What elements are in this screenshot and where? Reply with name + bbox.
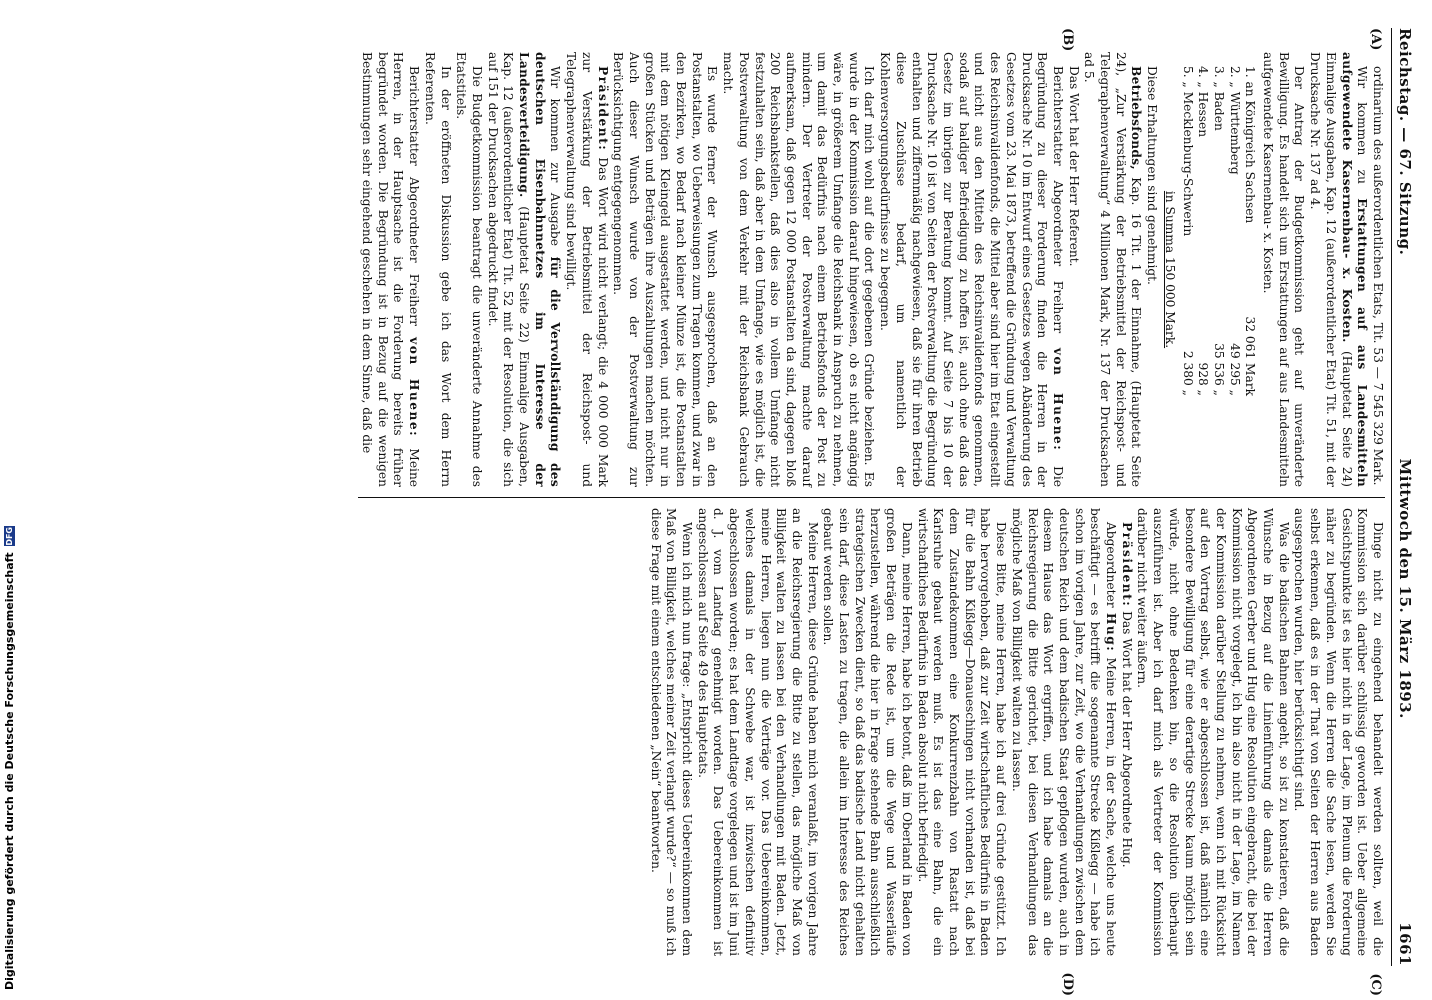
digitization-credit <box>0 0 18 1000</box>
text-columns <box>358 28 1385 996</box>
dfg-logo-icon: DFG <box>4 527 14 546</box>
paragraph: Was die badischen Bahnen angeht, so ist zu konstatieren, daß die Wünsche in Bezug auf die Linienführung die damals die Herren Abgeordneten Gerber und Hug eine Resolution eingebracht, die bei der Kommission nicht vorgelegt, ich bin also nicht in der Lage, im Namen der Kommission darüber Stellung zu nehmen, wenn ich mit Rücksicht auf den Vortrag selbst, wie er abgeschlossen ist, daß nämlich eine besondere Bewilligung für eine derartige Strecke kaum möglich sein würde, nicht ohne Bedenken bin, so die Resolution überhaupt auszuführen ist. Aber ich darf mich als Vertreter der Kommission darüber nicht weiter äußern. <box>1135 508 1291 956</box>
paragraph: Wir kommen zur Ausgabe für die Vervollständigung des deutschen Eisenbahnnetzes im Interesse der Landesverteidigung. (Hauptetat Seite 22) Einmalige Ausgaben, Kap. 12 (außerordentlicher Etat) Tit. 52 mit der Resolution, die sich auf 151 der Drucksachen abgedruckt findet. <box>485 52 563 488</box>
paragraph: ordinarium des außerordentlichen Etats, Tit. 53 — 7 545 329 Mark. <box>1371 66 1385 486</box>
paragraph: Betriebsfonds, Kap. 16 Tit. 1 der Einnahme, (Hauptetat Seite 24), „Zur Verstärkung der Betriebsmittel der Reichspost- und Telegraphenverwaltung“ 4 Millionen Mark, Nr. 137 der Drucksachen ad 5. <box>1082 52 1144 488</box>
margin-marker-b: (B) <box>1060 28 1075 52</box>
margin-marker-d: (D) <box>1060 972 1075 996</box>
paragraph: Die Budgetkommission beantragt die unveränderte Annahme des Etatstitels. <box>454 52 484 487</box>
page-number: 1661 <box>1396 922 1414 966</box>
digitization-strip <box>0 0 22 1000</box>
right-column <box>358 497 1385 966</box>
paragraph: Abgeordneter Hug: Meine Herren, in der Sache, welche uns heute beschäftigt — es betrifft die sogenannte Strecke Kißlegg — habe ich schon im vorigen Jahre, zur Zeit, wo die Verhandlungen zwischen dem deutschen Reich und dem badischen Staat gepflogen wurden, auch in diesem Hause das Wort ergriffen, und ich habe damals an die Reichsregierung die Bitte gerichtet, bei diesen Verhandlungen das mögliche Maß von Billigkeit walten zu lassen. <box>1009 508 1119 957</box>
left-column <box>358 28 1385 497</box>
credit-text: Digitalisierung gefördert durch die Deutsche Forschungsgemeinschaft <box>2 552 16 990</box>
payment-list <box>1179 66 1258 487</box>
paragraph: Berichterstatter Abgeordneter Freiherr von Huene: Meine Herren, in der Hauptsache ist die Forderung bereits früher begründet worden. Die Begründung ist in Bezug auf die wenigen Bestimmungen sehr eingehend geschehen in dem Sinne, daß die <box>360 52 422 488</box>
paragraph: Dann, meine Herren, habe ich betont, daß im Oberland in Baden von großen Beträgen die Rede ist, um die Wege und Wasserläufe herzustellen, während die hier in Frage stehende Bahn ausschließlich strategischen Zwecken dient, so daß das badische Land nicht gehalten sein darf, diese Lasten zu tragen, die allein im Interesse des Reiches gebaut werden sollen. <box>821 508 914 956</box>
header-center: Mittwoch den 15. März 1893. <box>1396 458 1414 719</box>
list-total: in Summa 150 000 Mark. <box>1162 190 1177 349</box>
paragraph: Dinge nicht zu eingehend behandelt werden sollten, weil die Kommission sich darüber schlüssig geworden ist. Ueber allgemeine Gesichtspunkte ist es hier nicht in der Lage, im Plenum die Forderung näher zu begründen. Wenn die Herren die Sache lesen, werden Sie selbst erkennen, daß es in der That von Seiten der Herren aus Baden ausgesprochen wurden, hier berücksichtigt sind. <box>1292 508 1385 956</box>
paragraph: Es wurde ferner der Wunsch ausgesprochen, daß an den Postanstalten, wo Ueberweisungen zum Tragen kommen, und zwar in den Bezirken, wo Bedarf nach kleiner Münze ist, die Postanstalten mit dem nötigen Kleingeld ausgestattet werden, und nicht nur in großen Stücken und Beträgen ihre Auszahlungen machen möchten. Auch dieser Wunsch wurde von der Postverwaltung zur Berücksichtigung entgegengenommen. <box>611 52 720 487</box>
paragraph: Wir kommen zu Erstattungen auf aus Landesmitteln aufgewendete Kasernenbau- x. Kosten. (Hauptetat Seite 24) Einmalige Ausgaben, Kap. 12 (außerordentlicher Etat) Tit. 51, mit der Drucksache Nr. 137 ad 4. <box>1308 52 1370 487</box>
margin-marker-c: (C) <box>1368 973 1383 996</box>
paragraph: Diese Bitte, meine Herren, habe ich auf drei Gründe gestützt. Ich habe hervorgehoben, daß zur Zeit wirtschaftliches Bedürfnis in Baden für die Bahn Kißlegg—Donaueschingen nicht vorhanden ist, daß bei dem Zustandekommen eine Konkurrenzbahn von Rastatt nach Karlsruhe gebaut werden muß. Es ist das eine Bahn, die ein wirtschaftliches Bedürfnis in Baden absolut nicht befriedigt. <box>915 508 1009 956</box>
paragraph: Präsident: Das Wort hat der Herr Abgeordnete Hug. <box>1119 522 1134 868</box>
header-left: Reichstag. — 67. Sitzung. <box>1396 28 1414 256</box>
paragraph: Wenn ich mich nun frage: „Entspricht dieses Uebereinkommen dem Maß von Billigkeit, welches meiner Zeit verlangt wurde?“ — so muß ich diese Frage mit einem entschiedenen „Nein“ beantworten. <box>648 508 695 956</box>
list-item: 4. „ Hessen 928 „ <box>1196 66 1211 396</box>
paragraph: Berichterstatter Abgeordneter Freiherr von Huene: Die Begründung zu dieser Forderung finden die Herren in der Drucksache Nr. 10 im Entwurf eines Gesetzes wegen Abänderung des Gesetzes vom 23. Mai 1873, betreffend die Gründung und Verwaltung des Reichsinvalidenfonds, die Mittel aber sind hier im Etat eingestellt und nicht aus den Mitteln des Reichsinvalidenfonds genommen, sodaß auf baldiger Befriedigung zu hoffen ist, auch ohne daß das Gesetz im übrigen zur Beratung kommt. Auf Seite 7 bis 10 der Drucksache Nr. 10 ist von Seiten der Postverwaltung die Begründung enthalten und ziffernmäßig nachgewiesen, daß sie für ihren Betrieb diese Zuschüsse bedarf, um namentlich der Kohlenversorgungsbedürfnisse zu begegnen. <box>878 52 1065 487</box>
list-item: 3. „ Baden 35 536 „ <box>1211 66 1226 396</box>
list-item: 2. „ Württemberg 49 295 „ <box>1227 66 1242 396</box>
paragraph: Präsident: Das Wort wird nicht verlangt; die 4 000 000 Mark zur Verstärkung der Betriebsmittel der Reichspost- und Telegraphenverwaltung sind bewilligt. <box>564 52 610 487</box>
page-header <box>1391 28 1414 966</box>
paragraph: In der eröffneten Diskussion gebe ich das Wort dem Herrn Referenten. <box>422 52 453 487</box>
paragraph: Das Wort hat der Herr Referent. <box>1066 66 1081 267</box>
list-item: 5. „ Mecklenburg-Schwerin 2 380 „ <box>1180 66 1195 396</box>
paragraph: Der Antrag der Budgetkommission geht auf unveränderte Bewilligung. Es handelt sich um Erstattungen auf aus Landesmitteln aufgewendete Kasernenbau- x. Kosten. <box>1261 52 1307 487</box>
paragraph: Meine Herren, diese Gründe haben mich veranlaßt, im vorigen Jahre an die Reichsregierung die Bitte zu stellen, das mögliche Maß von Billigkeit walten zu lassen bei den Verhandlungen mit Baden. Jetzt, meine Herren, liegen nun die Verträge vor. Das Uebereinkommen, welches damals in der Schwebe war, ist inzwischen definitiv abgeschlossen worden; es hat dem Landtage vorgelegen und ist im Juni d. J. vom Landtag genehmigt worden. Das Uebereinkommen ist angeschlossen auf Seite 49 des Hauptetats. <box>695 508 820 956</box>
paragraph: Diese Erhaltungen sind genehmigt. <box>1145 66 1160 285</box>
list-item: 1. an Königreich Sachsen 32 061 Mark <box>1243 66 1258 396</box>
margin-marker-a: (A) <box>1368 28 1383 51</box>
paragraph: Ich darf mich wohl auf die dort gegebenen Gründe beziehen. Es wurde in der Kommission darauf hingewiesen, ob es nicht angängig wäre, in größerem Umfange die Reichsbank in Anspruch zu nehmen, um damit das Bedürfnis nach einem Betriebsfonds der Post zu mindern. Der Vertreter der Postverwaltung machte darauf aufmerksam, daß gegen 12 000 Postanstalten da sind, dagegen bloß 200 Reichsbankstellen, daß dies also in vollem Umfange nicht festzuhalten sein, daß aber in dem Umfange, wie es möglich ist, die Postverwaltung von dem Verkehr mit der Reichsbank Gebrauch macht. <box>721 52 877 487</box>
